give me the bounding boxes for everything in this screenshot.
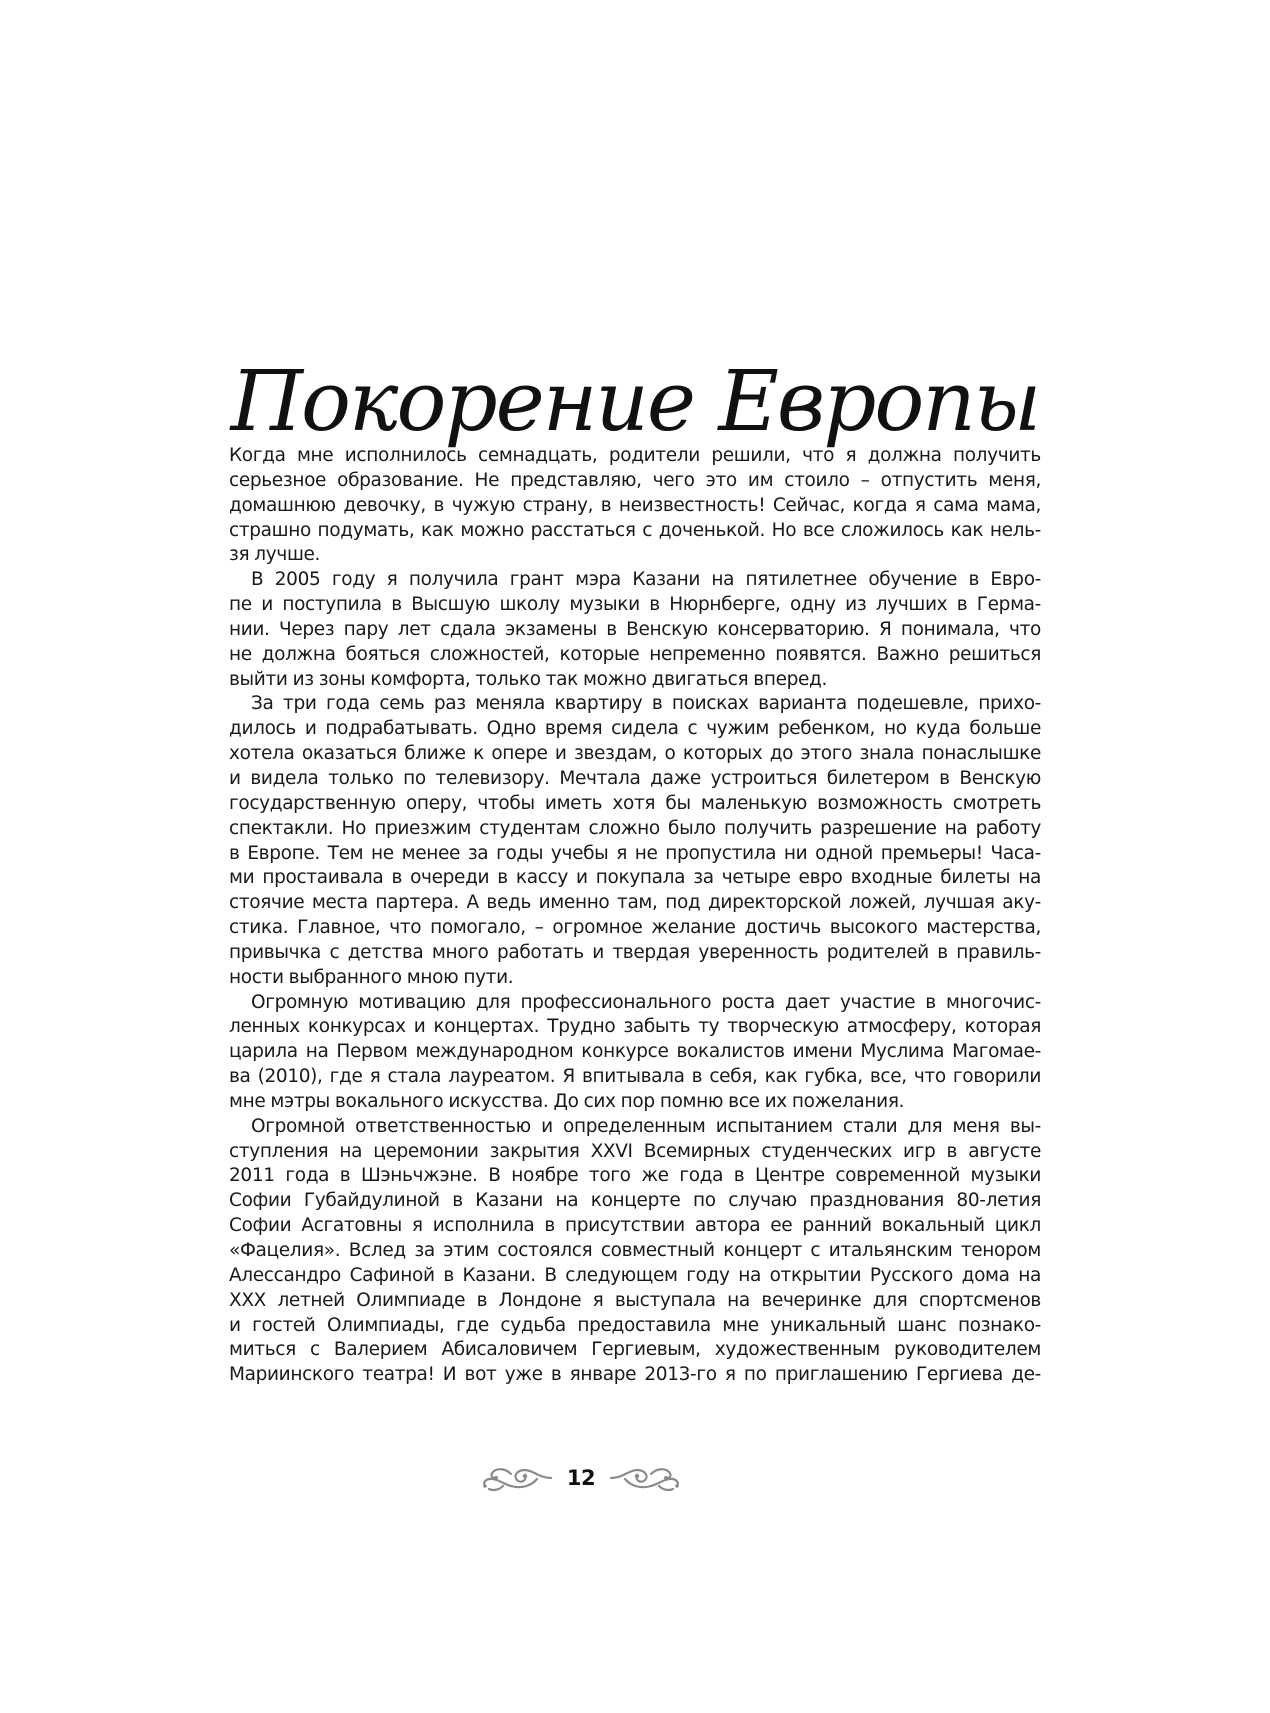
body-line: привычка с детства много работать и твердая уверенность родителей в правиль- [229, 941, 1041, 963]
body-line: выйти из зоны комфорта, только так можно двигаться вперед. [229, 668, 828, 690]
body-line: Алессандро Сафиной в Казани. В следующем году на открытии Русского дома на [229, 1264, 1041, 1286]
body-line: нии. Через пару лет сдала экзамены в Венскую консерваторию. Я понимала, что [229, 618, 1041, 640]
body-line: и видела только по телевизору. Мечтала даже устроиться билетером в Венскую [229, 767, 1041, 789]
body-line: царила на Первом международном конкурсе вокалистов имени Муслима Магомае- [229, 1041, 1041, 1063]
right-flourish-icon [609, 1462, 681, 1494]
body-line: XXX летней Олимпиаде в Лондоне я выступала на вечеринке для спортсменов [229, 1289, 1041, 1311]
body-line: Софии Асгатовны я исполнила в присутствии автора ее ранний вокальный цикл [229, 1215, 1041, 1237]
body-line: и гостей Олимпиады, где судьба предоставила мне уникальный шанс познако- [229, 1314, 1041, 1336]
body-line: ступления на церемонии закрытия XXVI Всемирных студенческих игр в августе [229, 1140, 1041, 1162]
body-line: Огромную мотивацию для профессионального роста дает участие в многочис- [251, 991, 1041, 1013]
body-line: «Фацелия». Вслед за этим состоялся совместный концерт с итальянским тенором [229, 1240, 1041, 1261]
chapter-title: Покорение Европы [230, 353, 1040, 450]
paragraph [229, 568, 1041, 692]
body-line: зя лучше. [229, 544, 321, 566]
body-line: страшно подумать, как можно расстаться с доченькой. Но все сложилось как нель- [229, 519, 1041, 541]
body-line: дилось и подрабатывать. Одно время сидела с чужим ребенком, но куда больше [229, 718, 1041, 740]
body-line: серьезное образование. Не представляю, чего это им стоило – отпустить меня, [229, 469, 1041, 491]
body-line: миться с Валерием Абисаловичем Гергиевым, художественным руководителем [229, 1339, 1041, 1361]
body-text [229, 444, 1041, 1388]
paragraph [229, 444, 1041, 568]
body-line: не должна бояться сложностей, которые непременно появятся. Важно решиться [229, 643, 1041, 665]
page-number: 12 [566, 1466, 596, 1490]
body-line: ленных конкурсах и концертах. Трудно забыть ту творческую атмосферу, которая [229, 1016, 1041, 1038]
body-line: спектакли. Но приезжим студентам сложно было получить разрешение на работу [229, 817, 1041, 839]
body-line: стоячие места партера. А ведь именно там, под директорской ложей, лучшая аку- [229, 892, 1041, 914]
body-line: За три года семь раз меняла квартиру в поисках варианта подешевле, прихо- [251, 693, 1041, 715]
body-line: государственную оперу, чтобы иметь хотя бы маленькую возможность смотреть [229, 792, 1041, 814]
paragraph [229, 1115, 1041, 1388]
body-line: Огромной ответственностью и определенным испытанием стали для меня вы- [251, 1115, 1041, 1137]
body-line: мне мэтры вокального искусства. До сих пор помню все их пожелания. [229, 1090, 905, 1112]
body-line: хотела оказаться ближе к опере и звездам, о которых до этого знала понаслышке [229, 743, 1041, 765]
page-footer [0, 1460, 1270, 1500]
body-line: ми простаивала в очереди в кассу и покупала за четыре евро входные билеты на [229, 867, 1041, 889]
body-line: в Европе. Тем не менее за годы учебы я не пропустила ни одной премьеры! Часа- [229, 842, 1041, 864]
body-line: стика. Главное, что помогало, – огромное желание достичь высокого мастерства, [229, 917, 1041, 939]
body-line: пе и поступила в Высшую школу музыки в Нюрнберге, одну из лучших в Герма- [229, 594, 1041, 616]
body-line: домашнюю девочку, в чужую страну, в неизвестность! Сейчас, когда я сама мама, [229, 494, 1041, 516]
body-line: ности выбранного мною пути. [229, 966, 514, 988]
body-line: Мариинского театра! И вот уже в январе 2013-го я по приглашению Гергиева де- [229, 1364, 1041, 1386]
left-flourish-icon [481, 1462, 553, 1494]
body-line: В 2005 году я получила грант мэра Казани на пятилетнее обучение в Евро- [251, 569, 1041, 591]
body-line: Софии Губайдулиной в Казани на концерте по случаю празднования 80-летия [229, 1190, 1041, 1212]
body-line: Когда мне исполнилось семнадцать, родители решили, что я должна получить [229, 445, 1041, 466]
paragraph [229, 991, 1041, 1115]
body-line: 2011 года в Шэньчжэне. В ноябре того же года в Центре современной музыки [229, 1165, 1041, 1187]
paragraph [229, 692, 1041, 990]
body-line: ва (2010), где я стала лауреатом. Я впитывала в себя, как губка, все, что говорили [229, 1066, 1041, 1088]
